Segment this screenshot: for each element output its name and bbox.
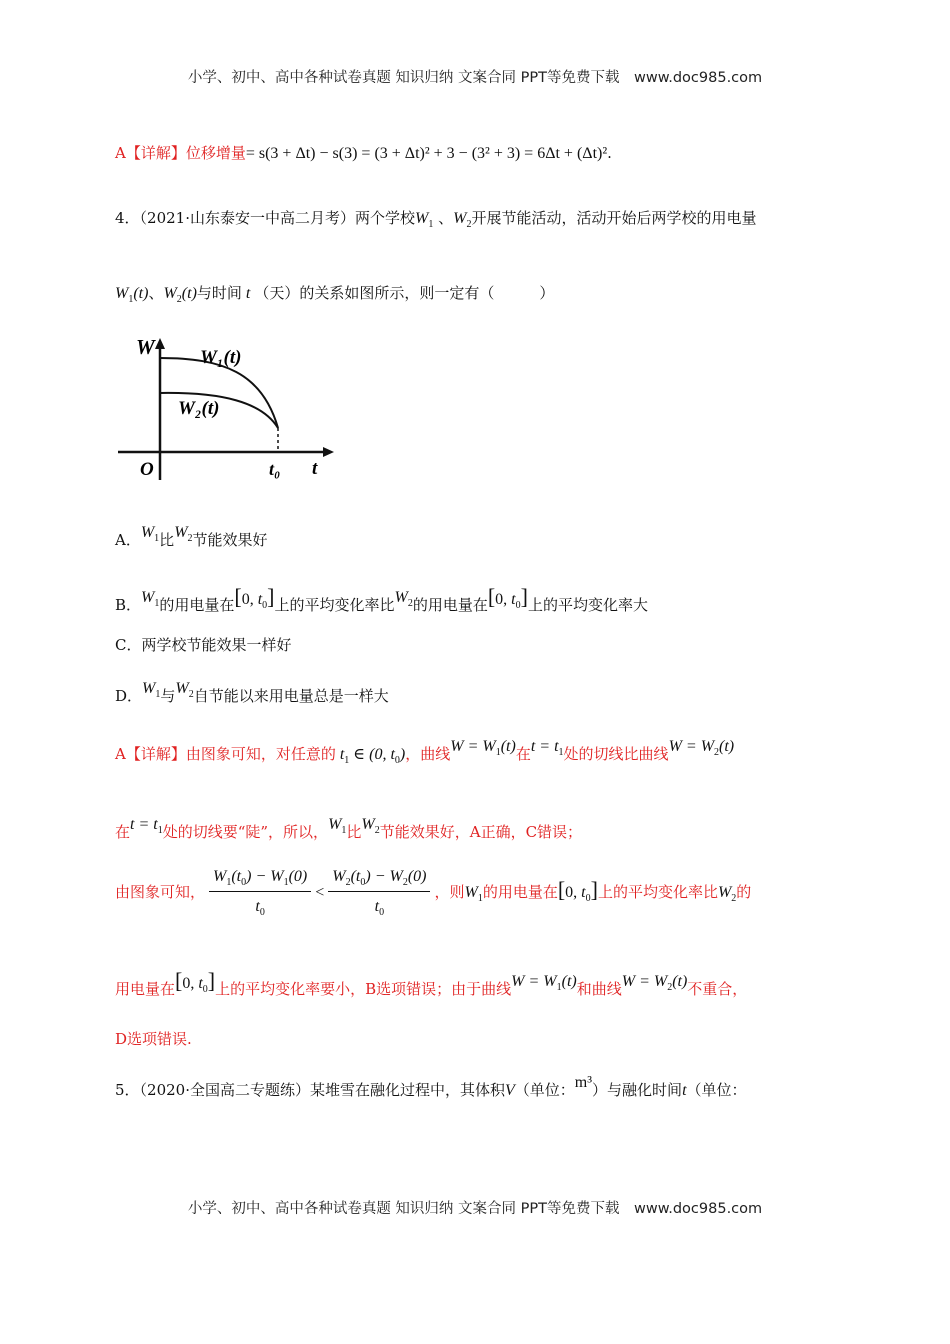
x-axis-arrow	[323, 447, 334, 457]
question-5	[115, 1074, 747, 1100]
question-5-v: V	[505, 1082, 515, 1099]
curve-w2-label: W₂(t)	[178, 398, 220, 419]
option-b-t4: 上的平均变化率大	[527, 596, 648, 614]
answer-4-l1c: 在	[515, 745, 531, 763]
option-b-t3: 的用电量在	[412, 596, 488, 614]
answer-4-l3b: ，则	[434, 883, 465, 901]
option-a-label: A．	[115, 531, 141, 549]
question-5-t1: （单位：	[514, 1081, 575, 1099]
page-header: 小学、初中、高中各种试卷真题 知识归纳 文案合同 PPT等免费下载 www.doc985.com	[187, 70, 763, 86]
option-b-label: B．	[115, 596, 142, 614]
answer-4-line4: 用电量在[0, $t_0$]上的平均变化率要小，B选项错误；由于曲线$W = W_1(t)$和曲线$W = W_2(t)$不重合，	[115, 968, 748, 998]
answer-4-l3d: 上的平均变化率比	[597, 883, 718, 901]
option-d-mid: 与	[160, 687, 176, 705]
option-b: B．$W_1$的用电量在[0, $t_0$]上的平均变化率比$W_2$的用电量在[0, $t_0$]上的平均变化率大	[115, 584, 648, 614]
option-d-label: D．	[115, 687, 143, 705]
t0-label: t₀	[269, 459, 281, 479]
question-4-text2: 与时间	[196, 284, 242, 302]
answer-4-line5: D选项错误.	[115, 1030, 192, 1048]
answer-3-end: .	[607, 144, 612, 162]
option-c-label: C．	[115, 636, 142, 654]
option-d-text: 自节能以来用电量总是一样大	[193, 687, 389, 705]
curve-w1-label: W₁(t)	[200, 347, 242, 368]
page-footer: 小学、初中、高中各种试卷真题 知识归纳 文案合同 PPT等免费下载 www.doc985.com	[187, 1201, 763, 1217]
fraction-w2: $\frac{W_2(t_0) - W_2(0)}{t_0}$	[328, 868, 430, 918]
option-b-t1: 的用电量在	[159, 596, 235, 614]
answer-3	[115, 142, 612, 163]
question-5-text: （2020·全国高二专题练）某堆雪在融化过程中，其体积	[139, 1081, 505, 1099]
answer-4-l1d: 处的切线比曲线	[563, 745, 669, 763]
option-a-text: 节能效果好	[192, 531, 268, 549]
question-5-unit: m³	[574, 1074, 593, 1091]
y-axis-label: W	[136, 335, 155, 359]
answer-4-l1a: A【详解】由图象可知，对任意的	[115, 745, 336, 763]
fraction-w1: $\frac{W_1(t_0) - W_1(0)}{t_0}$	[209, 868, 311, 918]
question-5-t3: （单位：	[686, 1081, 747, 1099]
origin-label: O	[140, 459, 154, 480]
question-5-t2: ）与融化时间	[592, 1081, 683, 1099]
answer-4-l3c: 的用电量在	[482, 883, 558, 901]
answer-4-l1b: ，曲线	[405, 745, 451, 763]
answer-4-l4c: 和曲线	[576, 980, 622, 998]
question-4-line1: 4．（2021·山东泰安一中高二月考）两个学校$W_1$ 、$W_2$开展节能活动，活动开始后两学校的用电量	[115, 209, 757, 230]
answer-3-prefix: A【详解】位移增量	[115, 144, 246, 162]
option-c	[115, 634, 292, 655]
question-4-text3: （天）的关系如图所示，则一定有（ ）	[254, 284, 555, 302]
answer-4-l3a: 由图象可知，	[115, 883, 206, 901]
answer-4-line3: 由图象可知， $\frac{W_1(t_0) - W_1(0)}{t_0}$ < $\frac{W_2(t_0) - W_2(0)}{t_0}$ ，则$W_1$的用电量在[0, $t_0$]上的平均变化率比$W_2$的	[115, 868, 752, 918]
answer-4-l3e: 的	[736, 883, 752, 901]
answer-4-l2b: 处的切线要“陡”，所以，	[162, 823, 329, 841]
option-a: A．$W_1$比$W_2$节能效果好	[115, 524, 268, 549]
question-5-number: 5．	[115, 1081, 140, 1099]
question-4-source: （2021·山东泰安一中高二月考）两个学校	[139, 209, 415, 227]
answer-4-l4b: 上的平均变化率要小，B选项错误；由于曲线	[215, 980, 512, 998]
answer-4-l4a: 用电量在	[115, 980, 176, 998]
option-d: D．$W_1$与$W_2$自节能以来用电量总是一样大	[115, 680, 389, 705]
option-a-mid: 比	[159, 531, 175, 549]
question-4-line2: $W_1(t)$、$W_2(t)$与时间 t （天）的关系如图所示，则一定有（ ）	[115, 284, 555, 305]
energy-usage-graph	[112, 330, 342, 490]
question-4-text1: 开展节能活动，活动开始后两学校的用电量	[471, 209, 757, 227]
answer-4-l2a: 在	[115, 823, 131, 841]
option-b-t2: 上的平均变化率比	[274, 596, 395, 614]
answer-4-line2: 在$t = t_1$处的切线要“陡”，所以，$W_1$比$W_2$节能效果好，A正确，C错误；	[115, 816, 583, 841]
option-c-text: 两学校节能效果一样好	[141, 636, 292, 654]
answer-4-l4d: 不重合，	[687, 980, 748, 998]
x-axis-label: t	[312, 458, 318, 479]
y-axis-arrow	[155, 338, 165, 349]
answer-4-l2d: 节能效果好，A正确，C错误；	[379, 823, 583, 841]
answer-3-formula: = s(3 + Δt) − s(3) = (3 + Δt)² + 3 − (3² + 3) = 6Δt + (Δt)²	[245, 145, 608, 162]
question-4-number: 4．	[115, 209, 140, 227]
answer-4-l2c: 比	[346, 823, 362, 841]
question-5-t: t	[682, 1082, 687, 1099]
answer-4-line1: A【详解】由图象可知，对任意的 $t_1$ ∈ (0, $t_0$)，曲线$W = W_1(t)$在$t = t_1$处的切线比曲线$W = W_2(t)$	[115, 738, 735, 766]
